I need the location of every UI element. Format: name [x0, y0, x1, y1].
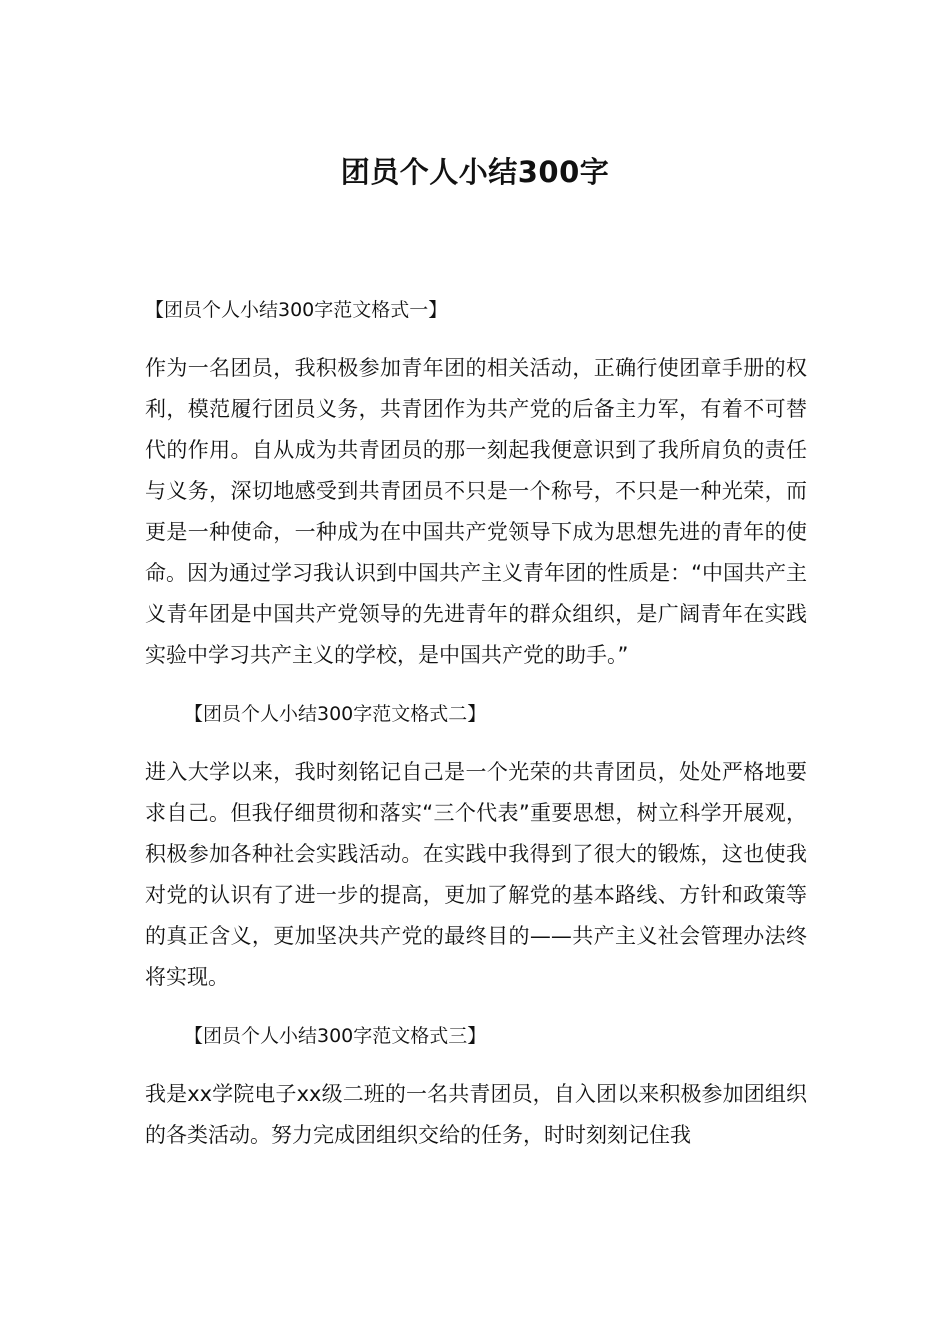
section-paragraph-2: 进入大学以来，我时刻铭记自己是一个光荣的共青团员，处处严格地要求自己。但我仔细贯彻和落实“三个代表”重要思想，树立科学开展观，积极参加各种社会实践活动。在实践中我得到了很大的锻炼，这也使我对党的认识有了进一步的提高，更加了解党的基本路线、方针和政策等的真正含义，更加坚决共产党的最终目的——共产主义社会管理办法终将实现。: [145, 760, 807, 989]
section-paragraph-3: 我是xx学院电子xx级二班的一名共青团员，自入团以来积极参加团组织的各类活动。努力完成团组织交给的任务，时时刻刻记住我: [145, 1082, 807, 1147]
document-title: 团员个人小结300字: [340, 155, 610, 189]
section-paragraph-1: 作为一名团员，我积极参加青年团的相关活动，正确行使团章手册的权利，模范履行团员义务，共青团作为共产党的后备主力军，有着不可替代的作用。自从成为共青团员的那一刻起我便意识到了我所肩负的责任与义务，深切地感受到共青团员不只是一个称号，不只是一种光荣，而更是一种使命，一种成为在中国共产党领导下成为思想先进的青年的使命。因为通过学习我认识到中国共产主义青年团的性质是：“中国共产主义青年团是中国共产党领导的先进青年的群众组织，是广阔青年在实践实验中学习共产主义的学校，是中国共产党的助手。”: [145, 356, 807, 667]
section-heading-1: 【团员个人小结300字范文格式一】: [145, 299, 448, 321]
section-heading-3: 【团员个人小结300字范文格式三】: [184, 1025, 487, 1047]
section-heading-2: 【团员个人小结300字范文格式二】: [184, 703, 487, 725]
document-body: [145, 290, 807, 1156]
